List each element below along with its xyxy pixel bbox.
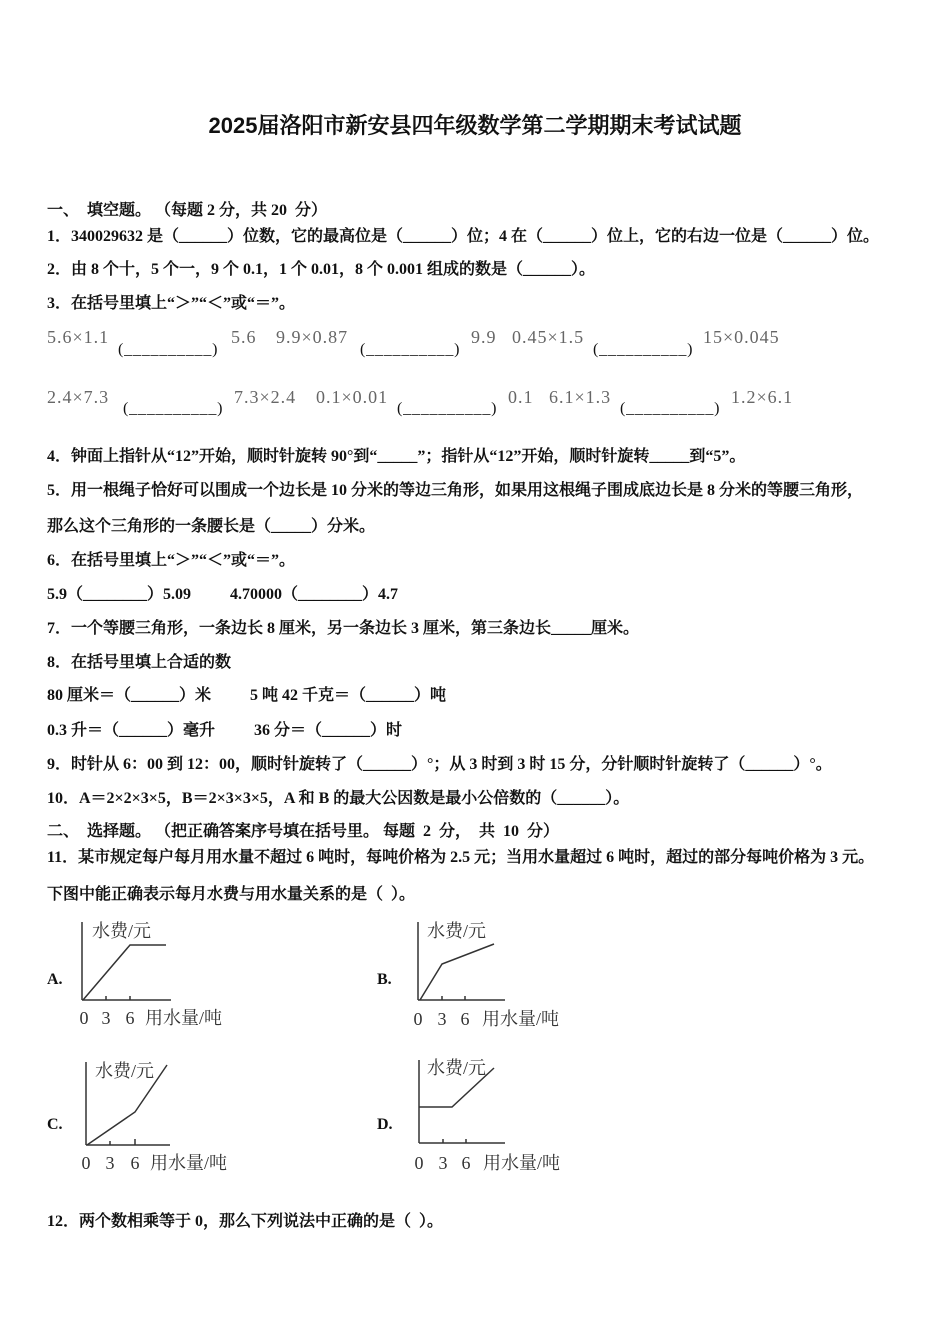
question-12: 12．两个数相乘等于 0，那么下列说法中正确的是（ ）。 <box>47 1213 444 1230</box>
question-6-item: 5.9（________）5.09 <box>47 586 192 603</box>
x-axis-label: 用水量/吨 <box>483 1153 561 1173</box>
option-d-graph <box>411 1053 591 1175</box>
tick-label-3: 3 <box>105 1153 115 1173</box>
q3-expr-right: 0.1 <box>508 387 534 407</box>
tick-label-0: 0 <box>81 1153 91 1173</box>
q3-blank: (__________) <box>620 400 721 417</box>
y-axis-label: 水费/元 <box>427 1058 487 1078</box>
x-axis-label: 用水量/吨 <box>482 1009 560 1029</box>
question-4: 4．钟面上指针从“12”开始，顺时针旋转 90°到“_____”；指针从“12”开始，顺时针旋转_____到“5”。 <box>47 448 746 465</box>
y-axis-label: 水费/元 <box>95 1061 155 1081</box>
section-heading-multiple-choice: 二、 选择题。 （把正确答案序号填在括号里。 每题 2 分， 共 10 分） <box>47 823 560 840</box>
q3-expr-right: 15×0.045 <box>703 327 780 347</box>
option-d-label: D. <box>377 1116 393 1133</box>
q3-blank: (__________) <box>593 341 694 358</box>
option-a-label: A. <box>47 971 63 988</box>
exam-title: 2025届洛阳市新安县四年级数学第二学期期末考试试题 <box>208 113 742 138</box>
question-9: 9．时针从 6：00 到 12：00，顺时针旋转了（______）°；从 3 时到 3 时 15 分，分针顺时针旋转了（______）°。 <box>47 756 832 773</box>
q3-expr-left: 6.1×1.3 <box>549 387 612 407</box>
question-11-line-2: 下图中能正确表示每月水费与用水量关系的是（ ）。 <box>47 886 416 903</box>
option-c-graph <box>78 1055 253 1175</box>
question-3-stem: 3．在括号里填上“＞”“＜”或“＝”。 <box>47 295 296 312</box>
option-c-label: C. <box>47 1116 63 1133</box>
q3-expr-right: 1.2×6.1 <box>731 387 794 407</box>
tick-label-3: 3 <box>437 1009 447 1029</box>
question-5-line-1: 5．用一根绳子恰好可以围成一个边长是 10 分米的等边三角形，如果用这根绳子围成底边长是 8 分米的等腰三角形， <box>47 482 864 499</box>
question-5-line-2: 那么这个三角形的一条腰长是（_____）分米。 <box>47 518 376 535</box>
tick-label-6: 6 <box>130 1153 140 1173</box>
question-8-stem: 8．在括号里填上合适的数 <box>47 654 232 671</box>
q3-expr-left: 9.9×0.87 <box>276 327 349 347</box>
q3-expr-left: 2.4×7.3 <box>47 387 110 407</box>
question-11-line-1: 11．某市规定每户每月用水量不超过 6 吨时，每吨价格为 2.5 元；当用水量超过 6 吨时，超过的部分每吨价格为 3 元。 <box>47 849 875 866</box>
water-fee-line <box>420 944 494 1000</box>
q3-blank: (__________) <box>118 341 219 358</box>
question-10: 10．A＝2×2×3×5，B＝2×3×3×5，A 和 B 的最大公因数是最小公倍数的（______）。 <box>47 790 630 807</box>
question-8-item: 36 分＝（______）时 <box>254 722 403 739</box>
question-1: 1．340029632 是（______）位数，它的最高位是（______）位；4 在（______）位上，它的右边一位是（______）位。 <box>47 228 880 245</box>
section-heading-fill-in: 一、 填空题。 （每题 2 分，共 20 分） <box>47 202 328 219</box>
q3-expr-right: 9.9 <box>471 327 497 347</box>
y-axis-label: 水费/元 <box>92 921 152 941</box>
tick-label-3: 3 <box>438 1153 448 1173</box>
q3-expr-left: 0.1×0.01 <box>316 387 389 407</box>
question-7: 7．一个等腰三角形，一条边长 8 厘米，另一条边长 3 厘米，第三条边长_____厘米。 <box>47 620 640 637</box>
tick-label-0: 0 <box>79 1008 89 1028</box>
q3-expr-right: 7.3×2.4 <box>234 387 297 407</box>
option-b-graph <box>410 915 585 1030</box>
water-fee-line <box>83 945 166 1000</box>
option-a-graph <box>75 915 250 1030</box>
q3-expr-left: 0.45×1.5 <box>512 327 585 347</box>
question-8-item: 0.3 升＝（______）毫升 <box>47 722 216 739</box>
q3-blank: (__________) <box>360 341 461 358</box>
tick-label-0: 0 <box>414 1153 424 1173</box>
question-6-stem: 6．在括号里填上“＞”“＜”或“＝”。 <box>47 552 296 569</box>
y-axis-label: 水费/元 <box>427 921 487 941</box>
tick-label-6: 6 <box>125 1008 135 1028</box>
question-8-item: 80 厘米＝（______）米 <box>47 687 212 704</box>
question-8-item: 5 吨 42 千克＝（______）吨 <box>250 687 447 704</box>
question-2: 2．由 8 个十，5 个一，9 个 0.1，1 个 0.01，8 个 0.001 组成的数是（______）。 <box>47 261 596 278</box>
x-axis-label: 用水量/吨 <box>145 1008 223 1028</box>
q3-expr-left: 5.6×1.1 <box>47 327 110 347</box>
tick-label-6: 6 <box>461 1153 471 1173</box>
q3-blank: (__________) <box>123 400 224 417</box>
tick-label-0: 0 <box>413 1009 423 1029</box>
q3-blank: (__________) <box>397 400 498 417</box>
option-b-label: B. <box>377 971 392 988</box>
question-6-item: 4.70000（________）4.7 <box>230 586 399 603</box>
tick-label-6: 6 <box>460 1009 470 1029</box>
tick-label-3: 3 <box>101 1008 111 1028</box>
x-axis-label: 用水量/吨 <box>150 1153 228 1173</box>
q3-expr-right: 5.6 <box>231 327 257 347</box>
